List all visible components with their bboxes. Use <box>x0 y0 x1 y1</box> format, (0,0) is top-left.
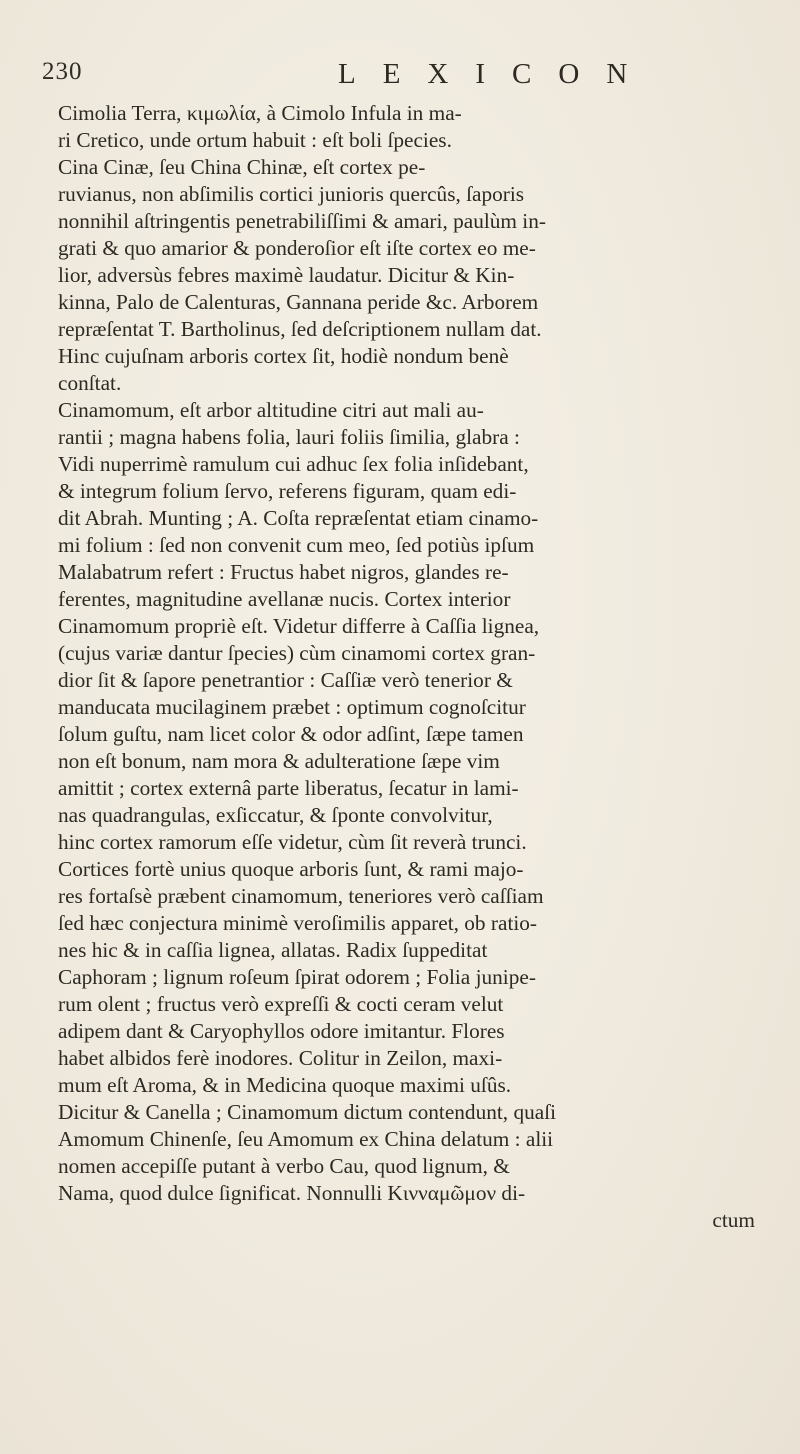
text-line: non eſt bonum, nam mora & adulteratione ſæpe vim <box>58 749 500 773</box>
catchword: ctum <box>712 1208 755 1232</box>
text-line: Cinamomum, eſt arbor altitudine citri aut mali au- <box>58 398 484 422</box>
text-line: repræſentat T. Bartholinus, ſed deſcriptionem nullam dat. <box>58 317 542 341</box>
text-line: ſolum guſtu, nam licet color & odor adſint, ſæpe tamen <box>58 722 524 746</box>
text-line: Hinc cujuſnam arboris cortex ſit, hodiè nondum benè <box>58 344 509 368</box>
text-line: Cortices fortè unius quoque arboris ſunt, & rami majo- <box>58 857 524 881</box>
text-line: adipem dant & Caryophyllos odore imitantur. Flores <box>58 1019 505 1043</box>
text-line: lior, adversùs febres maximè laudatur. Dicitur & Kin- <box>58 263 515 287</box>
text-line: nes hic & in caſſia lignea, allatas. Radix ſuppeditat <box>58 938 488 962</box>
text-line: (cujus variæ dantur ſpecies) cùm cinamomi cortex gran- <box>58 641 536 665</box>
running-title: LEXICON <box>338 58 655 90</box>
text-line: manducata mucilaginem præbet : optimum cognoſcitur <box>58 695 526 719</box>
text-line: ſed hæc conjectura minimè veroſimilis apparet, ob ratio- <box>58 911 538 935</box>
page-number: 230 <box>42 58 83 85</box>
text-line: Caphoram ; lignum roſeum ſpirat odorem ; Folia junipe- <box>58 965 536 989</box>
text-line: grati & quo amarior & ponderoſior eſt iſte cortex eo me- <box>58 236 536 260</box>
lexicon-body <box>58 100 763 1234</box>
text-line: & integrum folium ſervo, referens figuram, quam edi- <box>58 479 517 503</box>
text-line: ri Cretico, unde ortum habuit : eſt boli ſpecies. <box>58 128 452 152</box>
text-line: amittit ; cortex externâ parte liberatus, ſecatur in lami- <box>58 776 519 800</box>
text-line: Vidi nuperrimè ramulum cui adhuc ſex folia inſidebant, <box>58 452 529 476</box>
text-line: habet albidos ferè inodores. Colitur in Zeilon, maxi- <box>58 1046 503 1070</box>
text-line: dit Abrah. Munting ; A. Coſta repræſentat etiam cinamo- <box>58 506 539 530</box>
text-line: rantii ; magna habens folia, lauri foliis ſimilia, glabra : <box>58 425 520 449</box>
text-line: conſtat. <box>58 371 122 395</box>
text-line: Cina Cinæ, ſeu China Chinæ, eſt cortex pe- <box>58 155 426 179</box>
text-line: nonnihil aſtringentis penetrabiliſſimi & amari, paulùm in- <box>58 209 546 233</box>
text-line: Malabatrum refert : Fructus habet nigros, glandes re- <box>58 560 509 584</box>
text-line: Cinamomum propriè eſt. Videtur differre à Caſſia lignea, <box>58 614 540 638</box>
text-line: ruvianus, non abſimilis cortici junioris quercûs, ſaporis <box>58 182 525 206</box>
text-line: kinna, Palo de Calenturas, Gannana peride &c. Arborem <box>58 290 539 314</box>
text-line: Amomum Chinenſe, ſeu Amomum ex China delatum : alii <box>58 1127 554 1151</box>
page-header <box>42 58 762 98</box>
text-line: ferentes, magnitudine avellanæ nucis. Cortex interior <box>58 587 511 611</box>
text-line: rum olent ; fructus verò expreſſi & cocti ceram velut <box>58 992 504 1016</box>
text-line: nomen accepiſſe putant à verbo Cau, quod lignum, & <box>58 1154 510 1178</box>
text-line: res fortaſsè præbent cinamomum, teneriores verò caſſiam <box>58 884 544 908</box>
text-line: Cimolia Terra, κιμωλία, à Cimolo Infula in ma- <box>58 101 462 125</box>
text-line: dior ſit & ſapore penetrantior : Caſſiæ verò tenerior & <box>58 668 513 692</box>
text-line: nas quadrangulas, exſiccatur, & ſponte convolvitur, <box>58 803 493 827</box>
text-line: hinc cortex ramorum eſſe videtur, cùm ſit reverà trunci. <box>58 830 527 854</box>
text-line: mum eſt Aroma, & in Medicina quoque maximi uſûs. <box>58 1073 512 1097</box>
text-line: Nama, quod dulce ſignificat. Nonnulli Κινναμῶμον di- <box>58 1181 526 1205</box>
text-line: Dicitur & Canella ; Cinamomum dictum contendunt, quaſi <box>58 1100 557 1124</box>
text-line: mi folium : ſed non convenit cum meo, ſed potiùs ipſum <box>58 533 535 557</box>
